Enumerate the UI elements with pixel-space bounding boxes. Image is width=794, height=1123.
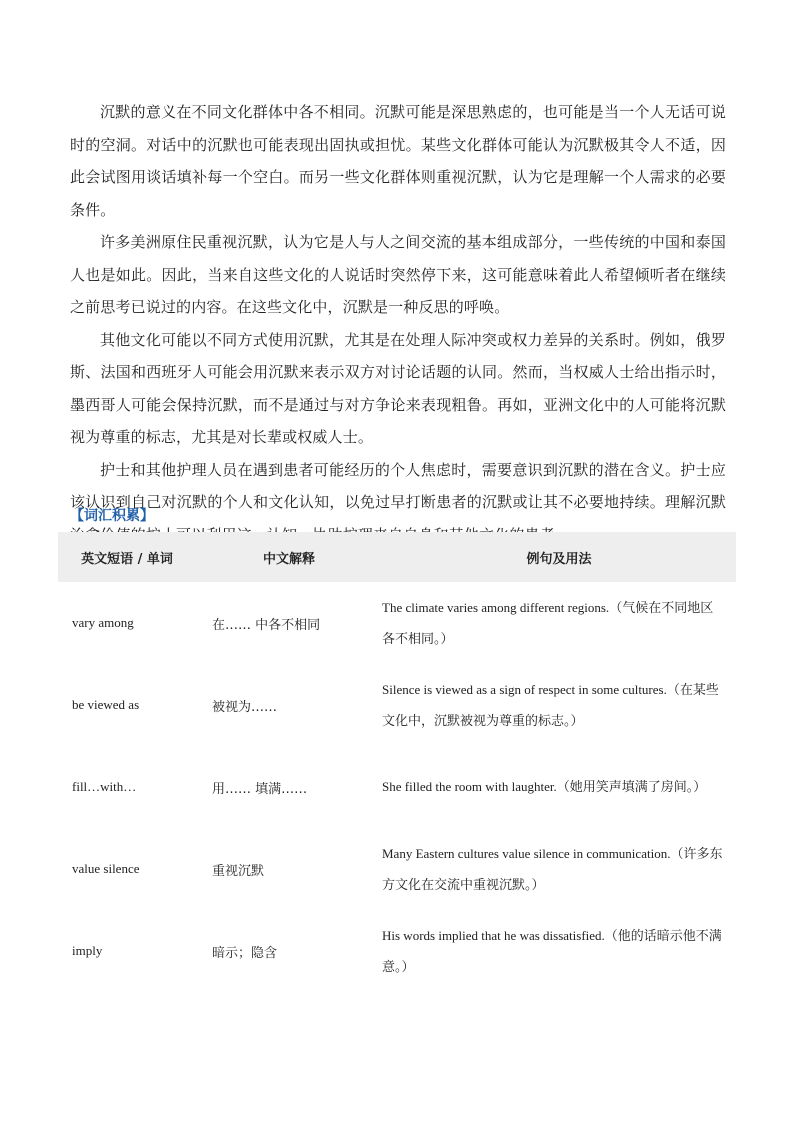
header-chinese: 中文解释 <box>262 551 315 567</box>
article-paragraph-4: 护士和其他护理人员在遇到患者可能经历的个人焦虑时，需要意识到沉默的潜在含义。护士应该认识到自己对沉默的个人和文化认知，以免过早打断患者的沉默或让其不必要地持续。理解沉默治愈价值的护士可以利用这一认知，协助护理来自自身和其他文化的患者。 <box>70 460 726 544</box>
vocab-chinese: 用…… 填满…… <box>212 781 308 797</box>
example-chinese: （她用笑声填满了房间。） <box>556 780 707 795</box>
vocab-section-title: 【词汇积累】 <box>70 508 154 524</box>
vocab-chinese: 重视沉默 <box>212 863 265 879</box>
vocab-english: vary among <box>72 615 134 630</box>
vocab-example <box>382 910 736 992</box>
example-chinese: （他的话暗示他不满意。） <box>382 928 722 975</box>
table-row <box>58 582 736 664</box>
article-body <box>70 96 726 551</box>
example-chinese: （许多东方文化在交流中重视沉默。） <box>382 846 723 893</box>
table-row <box>58 664 736 746</box>
table-row <box>58 828 736 910</box>
vocab-english: fill…with… <box>72 779 137 794</box>
example-english: His words implied that he was dissatisfied. <box>382 927 605 943</box>
vocab-example <box>382 746 736 828</box>
header-example: 例句及用法 <box>526 551 592 567</box>
article-paragraph-2: 许多美洲原住民重视沉默，认为它是人与人之间交流的基本组成部分，一些传统的中国和泰国人也是如此。因此，当来自这些文化的人说话时突然停下来，这可能意味着此人希望倾听者在继续之前思考已说过的内容。在这些文化中，沉默是一种反思的呼唤。 <box>70 233 726 316</box>
vocab-example <box>382 582 736 664</box>
vocab-english: be viewed as <box>72 697 140 712</box>
header-english: 英文短语 / 单词 <box>81 551 173 567</box>
vocab-example <box>382 828 736 910</box>
example-english: Silence is viewed as a sign of respect in some cultures. <box>382 681 667 697</box>
vocab-example <box>382 664 736 746</box>
table-row <box>58 910 736 992</box>
example-english: Many Eastern cultures value silence in communication. <box>382 845 671 861</box>
example-chinese: （在某些文化中，沉默被视为尊重的标志。） <box>382 682 719 729</box>
article-paragraph-1: 沉默的意义在不同文化群体中各不相同。沉默可能是深思熟虑的，也可能是当一个人无话可说时的空洞。对话中的沉默也可能表现出固执或担忧。某些文化群体可能认为沉默极其令人不适，因此会试图用谈话填补每一个空白。而另一些文化群体则重视沉默，认为它是理解一个人需求的必要条件。 <box>70 103 726 219</box>
example-english: She filled the room with laughter. <box>382 779 557 794</box>
vocab-table-header <box>58 532 736 582</box>
vocab-table <box>58 532 736 992</box>
example-chinese: （气候在不同地区各不相同。） <box>382 600 714 647</box>
vocab-english: imply <box>72 943 103 958</box>
vocab-chinese: 被视为…… <box>212 699 278 715</box>
example-english: The climate varies among different regions. <box>382 599 610 615</box>
vocab-chinese: 在…… 中各不相同 <box>212 617 321 633</box>
table-row <box>58 746 736 828</box>
vocab-chinese: 暗示；隐含 <box>212 945 278 961</box>
article-paragraph-3: 其他文化可能以不同方式使用沉默，尤其是在处理人际冲突或权力差异的关系时。例如，俄罗斯、法国和西班牙人可能会用沉默来表示双方对讨论话题的认同。然而，当权威人士给出指示时，墨西哥人可能会保持沉默，而不是通过与对方争论来表现粗鲁。再如，亚洲文化中的人可能将沉默视为尊重的标志，尤其是对长辈或权威人士。 <box>70 330 726 446</box>
vocab-english: value silence <box>72 861 140 876</box>
